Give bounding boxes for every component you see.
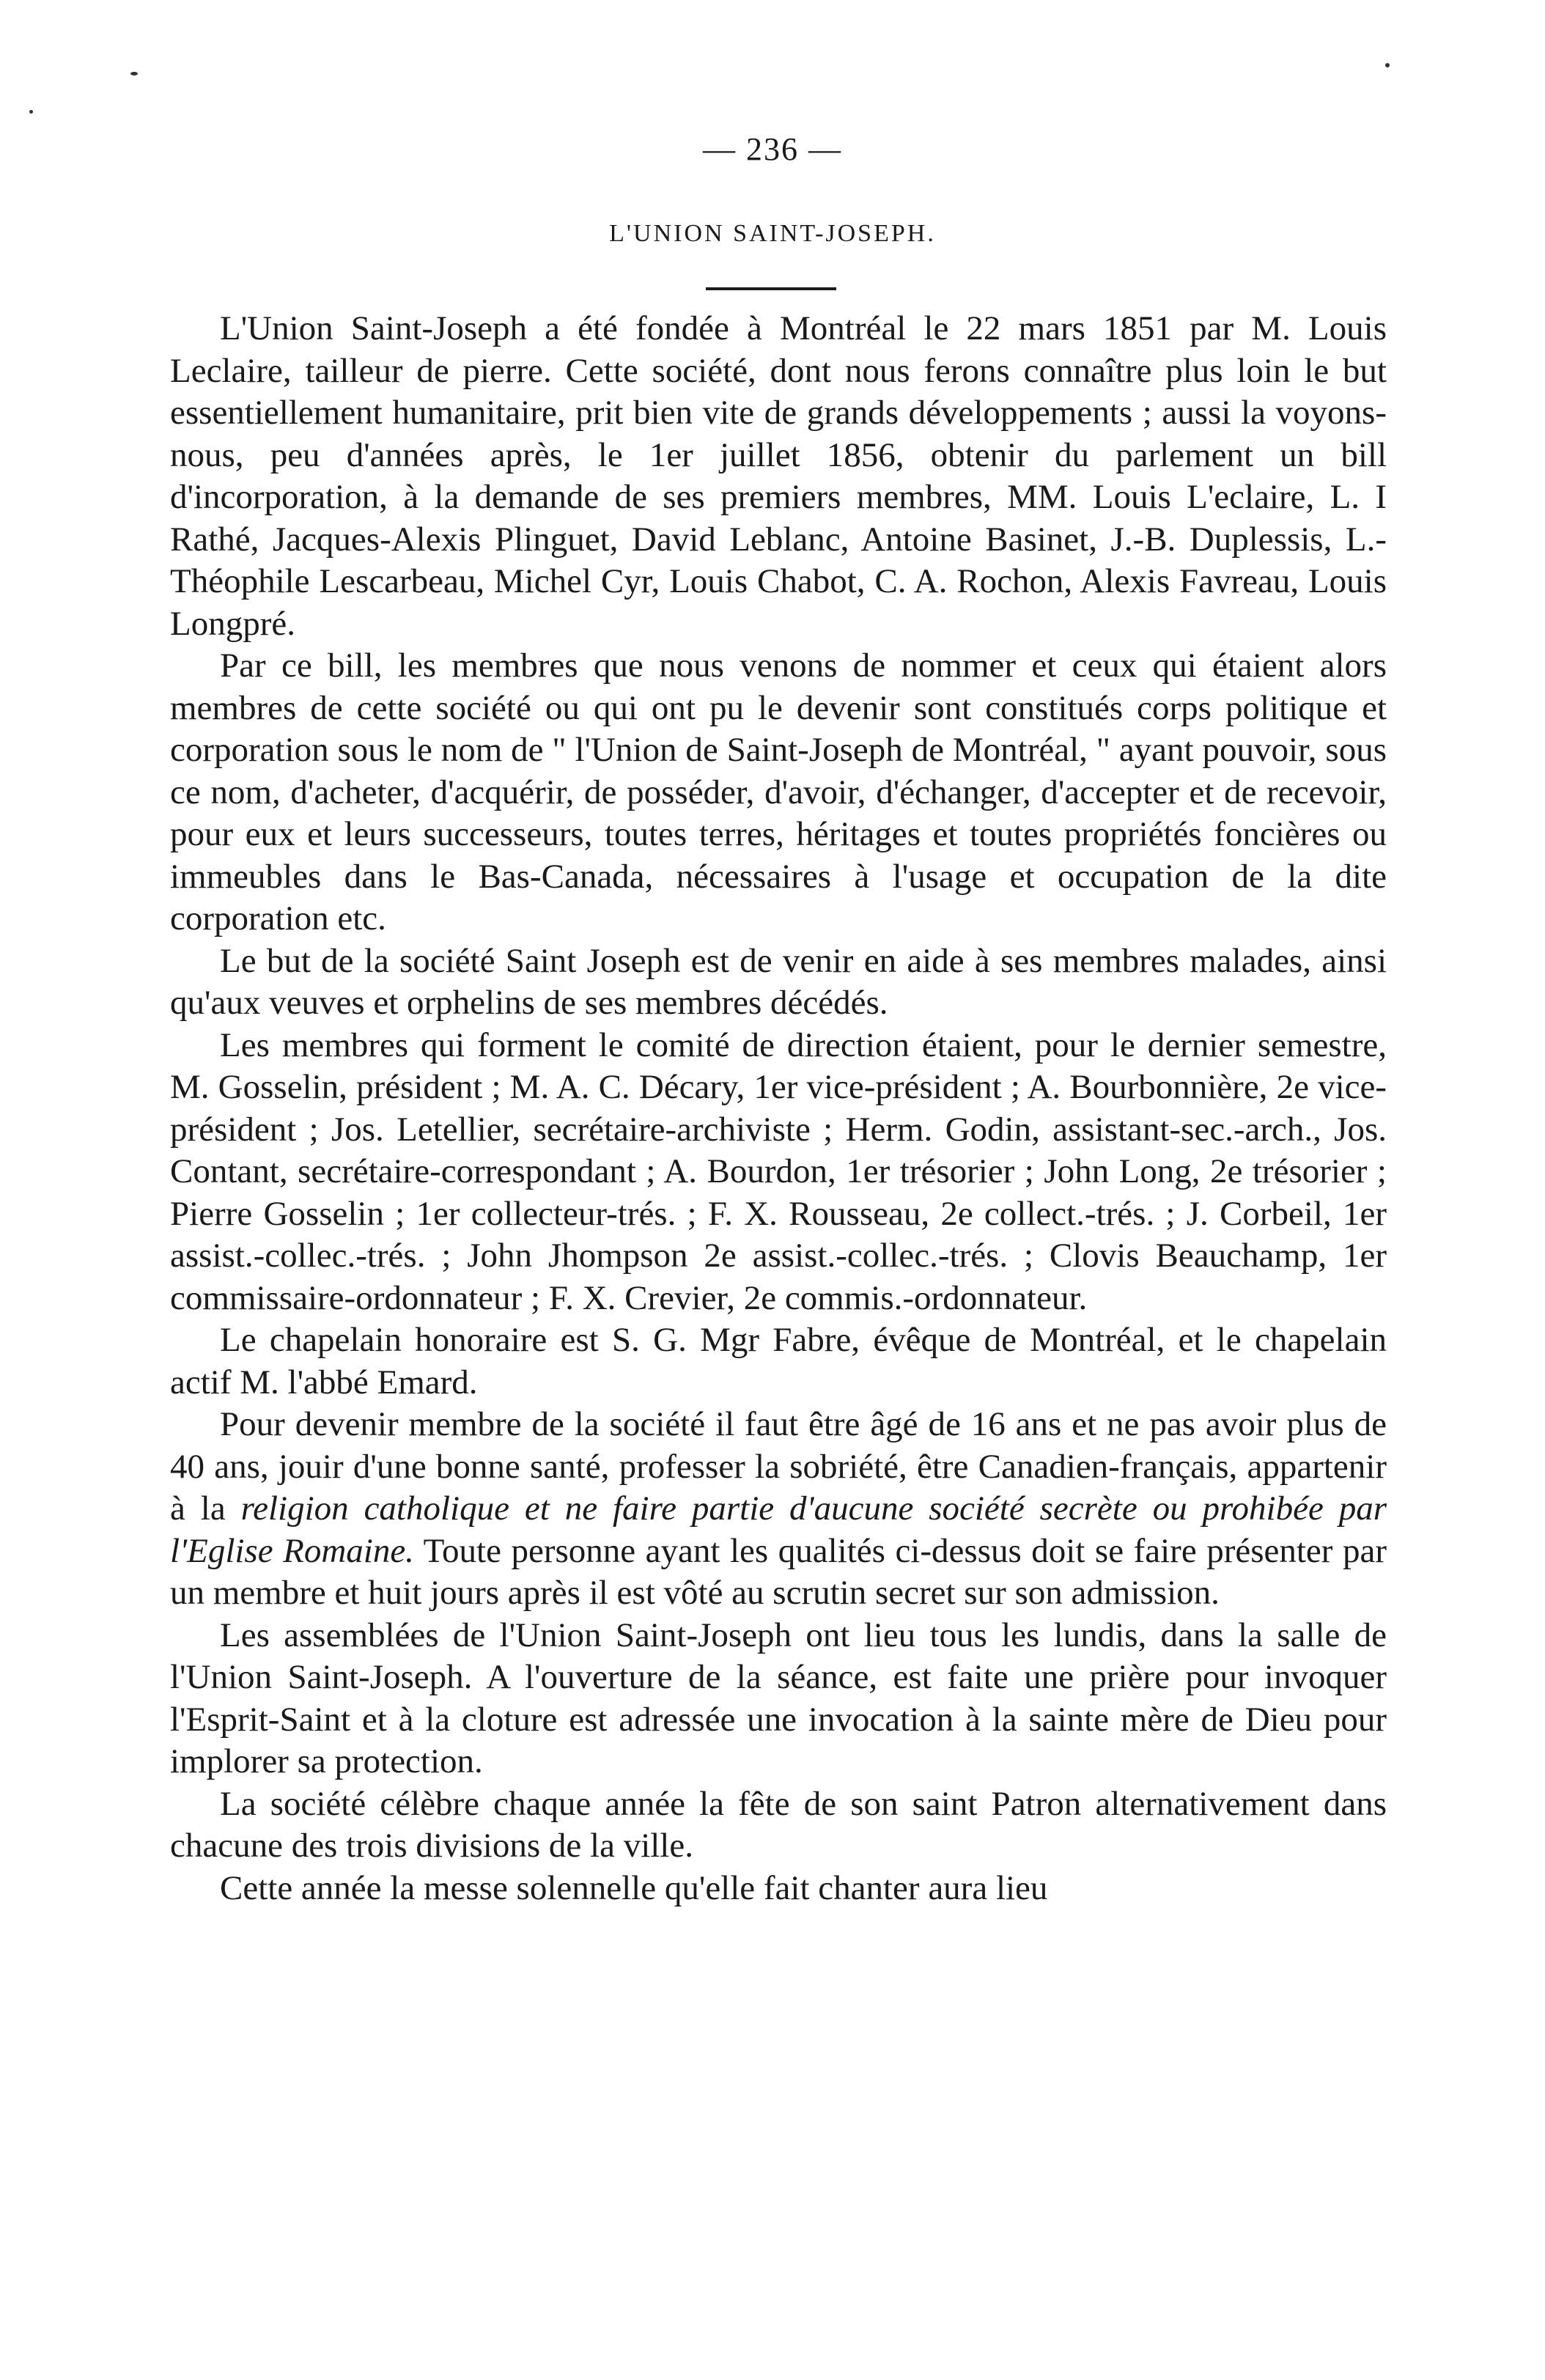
paragraph: Le chapelain honoraire est S. G. Mgr Fabre, évêque de Montréal, et le chapelain actif M. l'abbé Emard. (170, 1321, 1387, 1401)
print-speck (130, 72, 138, 75)
paragraph: Les assemblées de l'Union Saint-Joseph ont lieu tous les lundis, dans la salle de l'Union Saint-Joseph. A l'ouverture de la séance, est faite une prière pour invoquer l'Esprit-Saint et à la cloture est adressée une invocation à la sainte mère de Dieu pour implorer sa protection. (170, 1615, 1387, 1780)
paragraph: Par ce bill, les membres que nous venons de nommer et ceux qui étaient alors membres de cette société ou qui ont pu le devenir sont constitués corps politique et corporation sous le nom de " l'Union de Saint-Joseph de Montréal, " ayant pouvoir, sous ce nom, d'acheter, d'acquérir, de posséder, d'avoir, d'échanger, d'accepter et de recevoir, pour eux et leurs successeurs, toutes terres, héritages et toutes propriétés foncières ou immeubles dans le Bas-Canada, nécessaires à l'usage et occupation de la dite corporation etc. (170, 646, 1387, 937)
print-speck (29, 110, 33, 114)
paragraph: Le but de la société Saint Joseph est de venir en aide à ses membres malades, ainsi qu'aux veuves et orphelins de ses membres décédés. (170, 941, 1387, 1022)
body-text (170, 308, 1387, 1909)
paragraph: La société célèbre chaque année la fête de son saint Patron alternativement dans chacune des trois divisions de la ville. (170, 1784, 1387, 1865)
paragraph: Cette année la messe solennelle qu'elle fait chanter aura lieu (220, 1868, 1048, 1907)
title-rule (706, 287, 836, 290)
paragraph: Pour devenir membre de la société il faut être âgé de 16 ans et ne pas avoir plus de 40 ans, jouir d'une bonne santé, professer la sobriété, être Canadien-français, appartenir à la religion catholique et ne faire partie d'aucune société secrète ou prohibée par l'Eglise Romaine. Toute personne ayant les qualités ci-dessus doit se faire présenter par un membre et huit jours après il est vôté au scrutin secret sur son admission. (170, 1405, 1387, 1612)
paragraph: Les membres qui forment le comité de direction étaient, pour le dernier semestre, M. Gosselin, président ; M. A. C. Décary, 1er vice-président ; A. Bourbonnière, 2e vice-président ; Jos. Letellier, secrétaire-archiviste ; Herm. Godin, assistant-sec.-arch., Jos. Contant, secrétaire-correspondant ; A. Bourdon, 1er trésorier ; John Long, 2e trésorier ; Pierre Gosselin ; 1er collecteur-trés. ; F. X. Rousseau, 2e collect.-trés. ; J. Corbeil, 1er assist.-collec.-trés. ; John Jhompson 2e assist.-collec.-trés. ; Clovis Beauchamp, 1er commissaire-ordonnateur ; F. X. Crevier, 2e commis.-ordonnateur. (170, 1025, 1387, 1317)
page-number: — 236 — (703, 131, 842, 167)
paragraph: L'Union Saint-Joseph a été fondée à Montréal le 22 mars 1851 par M. Louis Leclaire, tailleur de pierre. Cette société, dont nous ferons connaître plus loin le but essentiellement humanitaire, prit bien vite de grands développements ; aussi la voyons-nous, peu d'années après, le 1er juillet 1856, obtenir du parlement un bill d'incorporation, à la demande de ses premiers membres, MM. Louis L'eclaire, L. I Rathé, Jacques-Alexis Plinguet, David Leblanc, Antoine Basinet, J.-B. Duplessis, L.-Théophile Lescarbeau, Michel Cyr, Louis Chabot, C. A. Rochon, Alexis Favreau, Louis Longpré. (170, 309, 1387, 643)
section-title: L'UNION SAINT-JOSEPH. (609, 220, 936, 247)
italic-phrase: religion catholique et ne faire partie d'aucune société secrète ou prohibée par l'Eglise Romaine. (170, 1489, 1387, 1570)
print-speck (1385, 63, 1390, 67)
